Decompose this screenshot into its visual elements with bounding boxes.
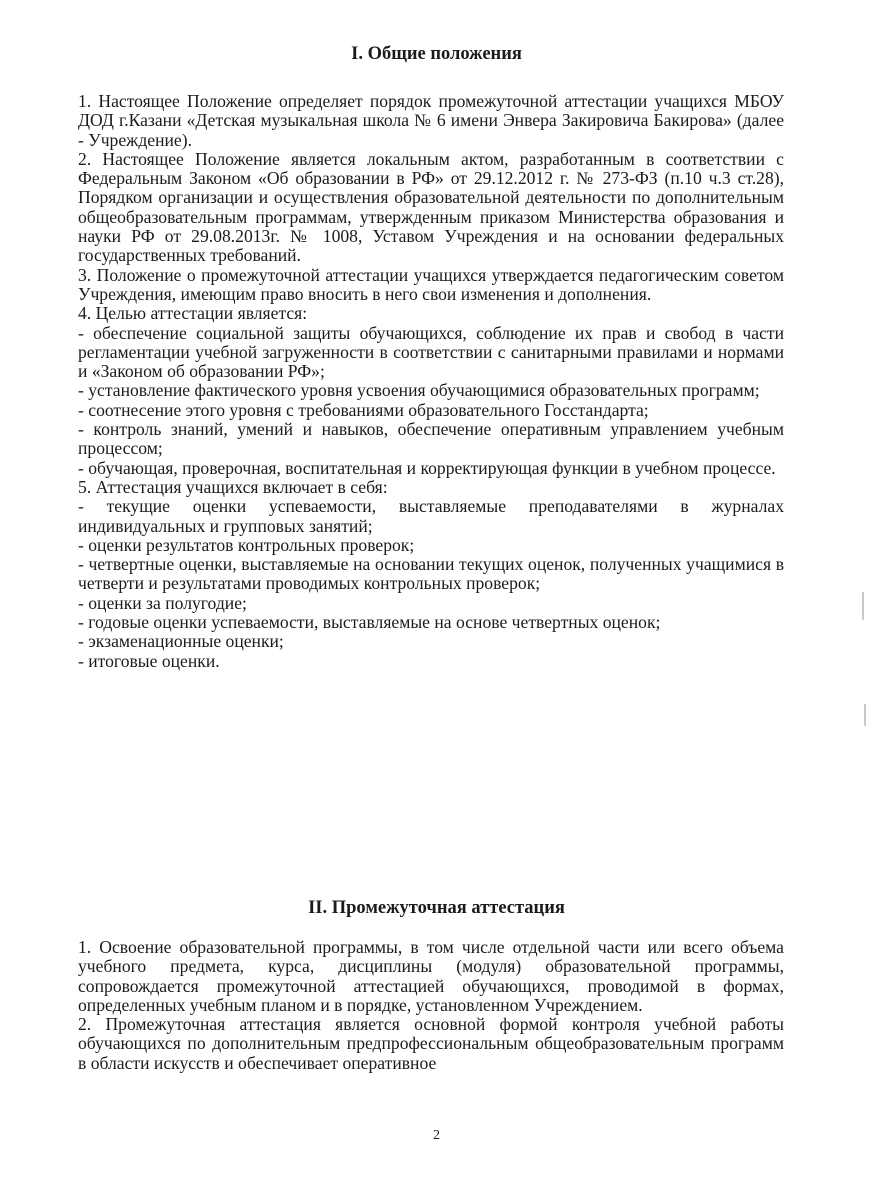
paragraph: 1. Настоящее Положение определяет порядок промежуточной аттестации учащихся МБОУ ДОД г.Казани «Детская музыкальная школа № 6 имени Энвера Закировича Бакирова» (далее - Учреждение).	[78, 91, 784, 150]
section-2-heading: II. Промежуточная аттестация	[308, 898, 565, 918]
list-item: - установление фактического уровня усвоения обучающимися образовательных программ;	[78, 380, 760, 401]
scan-edge-mark	[864, 704, 866, 726]
list-item: - четвертные оценки, выставляемые на основании текущих оценок, полученных учащимися в четверти и результатами проводимых контрольных проверок;	[78, 554, 784, 594]
scan-edge-mark	[862, 592, 864, 620]
paragraph: 1. Освоение образовательной программы, в том числе отдельной части или всего объема учебного предмета, курса, дисциплины (модуля) образовательной программы, сопровождается промежуточной аттестацией обучающихся, проводимой в формах, определенных учебным планом и в порядке, установленном Учреждением.	[78, 937, 784, 1015]
list-item: - оценки за полугодие;	[78, 592, 247, 613]
section-1-body	[78, 92, 784, 671]
list-item: - оценки результатов контрольных проверок;	[78, 534, 415, 555]
list-item: - контроль знаний, умений и навыков, обеспечение оперативным управлением учебным процессом;	[78, 419, 784, 459]
section-2-body	[78, 938, 784, 1073]
paragraph: 5. Аттестация учащихся включает в себя:	[78, 476, 388, 497]
list-item: - соотнесение этого уровня с требованиями образовательного Госстандарта;	[78, 399, 649, 420]
list-item: - годовые оценки успеваемости, выставляемые на основе четвертных оценок;	[78, 612, 661, 633]
list-item: - обучающая, проверочная, воспитательная и корректирующая функции в учебном процессе.	[78, 457, 776, 478]
paragraph: 3. Положение о промежуточной аттестации учащихся утверждается педагогическим советом Учреждения, имеющим право вносить в него свои изменения и дополнения.	[78, 264, 784, 304]
list-item: - экзаменационные оценки;	[78, 631, 284, 652]
paragraph: 2. Промежуточная аттестация является основной формой контроля учебной работы обучающихся по дополнительным предпрофессиональным общеобразовательным программ в области искусств и обеспечивает оперативное	[78, 1014, 784, 1073]
list-item: - текущие оценки успеваемости, выставляемые преподавателями в журналах индивидуальных и групповых занятий;	[78, 496, 784, 536]
list-item: - обеспечение социальной защиты обучающихся, соблюдение их прав и свобод в части регламентации учебной загруженности в соответствии с санитарными правилами и нормами и «Законом об образовании РФ»;	[78, 322, 784, 382]
list-item: - итоговые оценки.	[78, 650, 220, 671]
paragraph: 2. Настоящее Положение является локальным актом, разработанным в соответствии с Федеральным Законом «Об образовании в РФ» от 29.12.2012 г. № 273-ФЗ (п.10 ч.3 ст.28), Порядком организации и осуществления образовательной деятельности по дополнительным общеобразовательным программам, утвержденным приказом Министерства образования и науки РФ от 29.08.2013г. № 1008, Уставом Учреждения и на основании федеральных государственных требований.	[78, 148, 784, 266]
page-number: 2	[433, 1128, 440, 1143]
paragraph: 4. Целью аттестации является:	[78, 303, 308, 324]
section-1-heading: I. Общие положения	[351, 44, 522, 64]
